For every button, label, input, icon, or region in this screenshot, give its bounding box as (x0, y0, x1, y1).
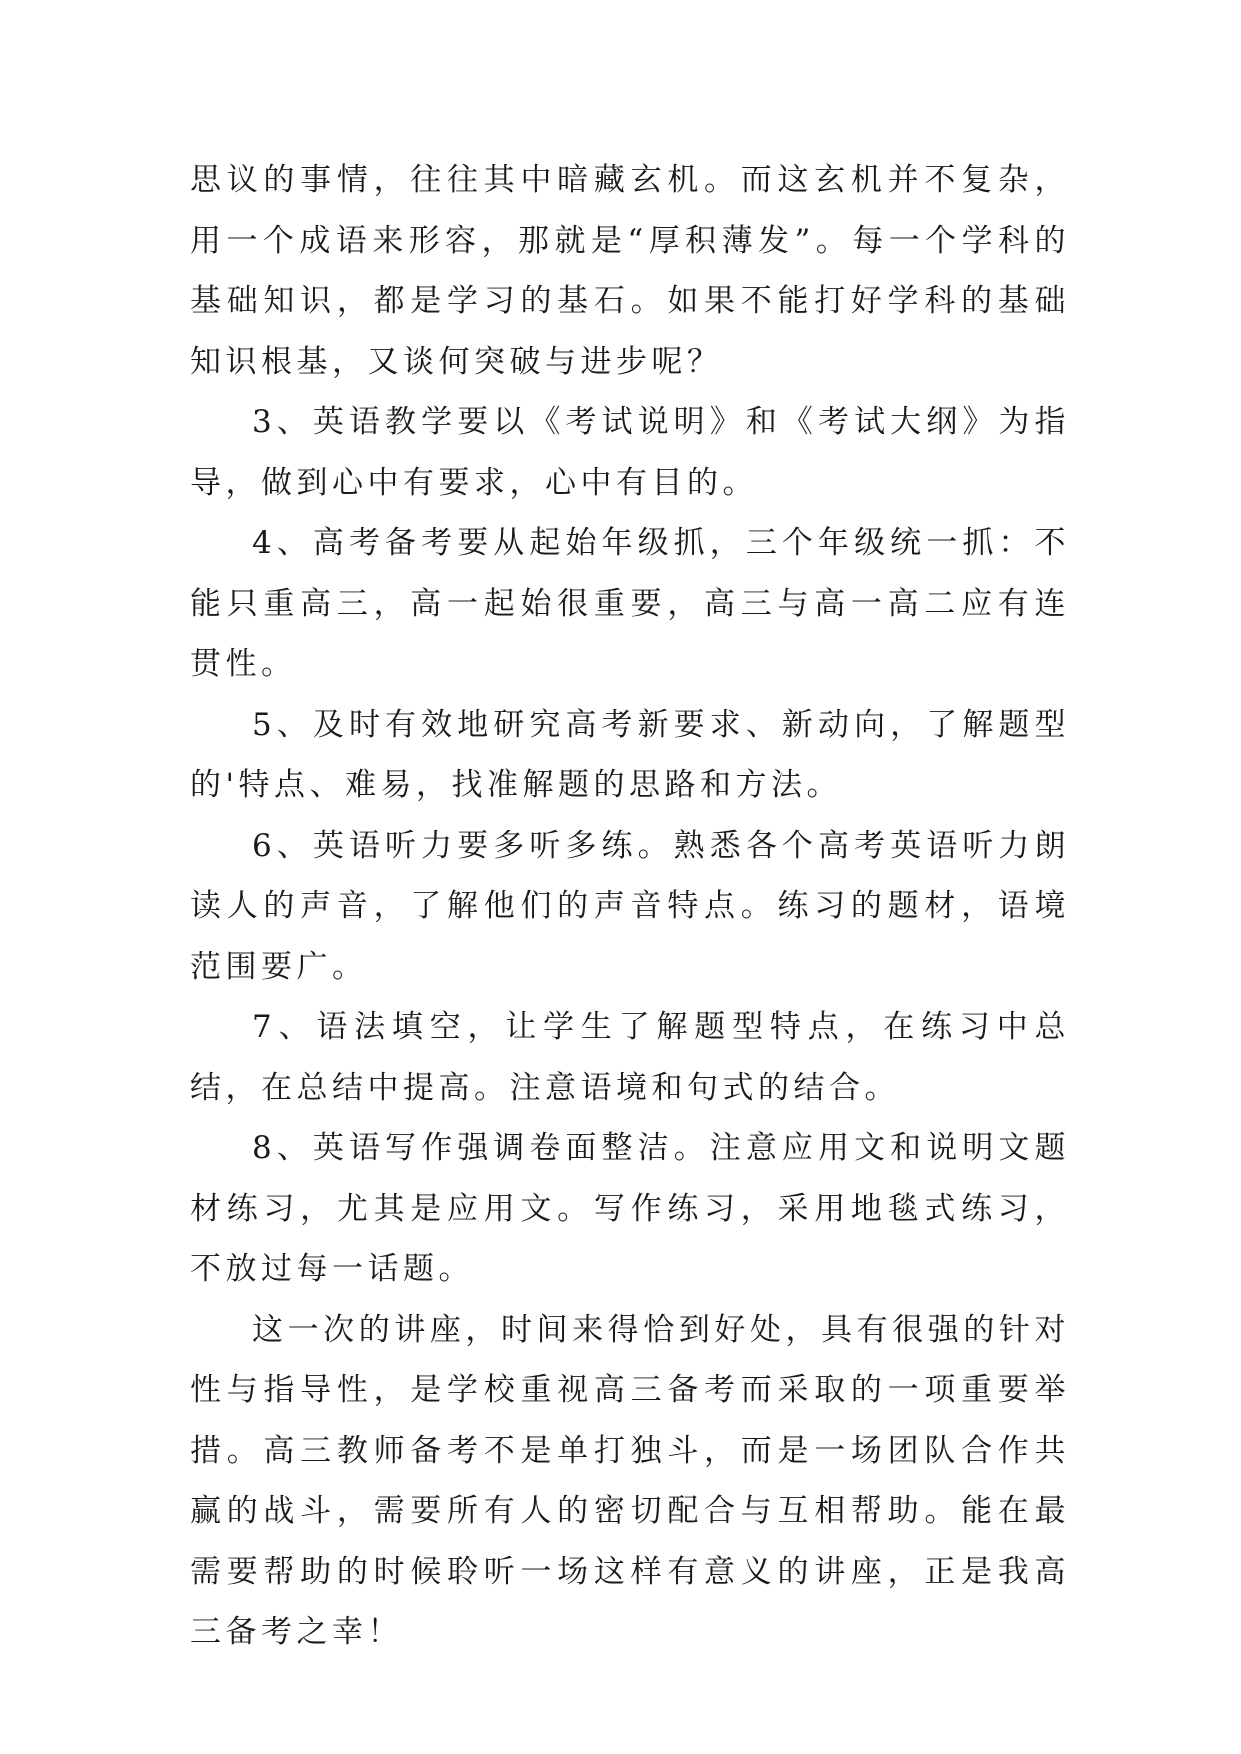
paragraph-item-7: 7、语法填空，让学生了解题型特点，在练习中总结，在总结中提高。注意语境和句式的结合。 (190, 1009, 1070, 1106)
paragraph-item-4: 4、高考备考要从起始年级抓，三个年级统一抓：不能只重高三，高一起始很重要，高三与高一高二应有连贯性。 (190, 525, 1070, 682)
document-body (190, 150, 1070, 1663)
paragraph-item-3: 3、英语教学要以《考试说明》和《考试大纲》为指导，做到心中有要求，心中有目的。 (190, 404, 1070, 501)
paragraph-item-5: 5、及时有效地研究高考新要求、新动向，了解题型的'特点、难易，找准解题的思路和方法。 (190, 706, 1070, 803)
paragraph-item-6: 6、英语听力要多听多练。熟悉各个高考英语听力朗读人的声音，了解他们的声音特点。练习的题材，语境范围要广。 (190, 827, 1070, 985)
paragraph-conclusion: 这一次的讲座，时间来得恰到好处，具有很强的针对性与指导性，是学校重视高三备考而采取的一项重要举措。高三教师备考不是单打独斗，而是一场团队合作共赢的战斗，需要所有人的密切配合与互相帮助。能在最需要帮助的时候聆听一场这样有意义的讲座，正是我高三备考之幸！ (190, 1311, 1070, 1650)
paragraph-continuation: 思议的事情，往往其中暗藏玄机。而这玄机并不复杂，用一个成语来形容，那就是“厚积薄发”。每一个学科的基础知识，都是学习的基石。如果不能打好学科的基础知识根基，又谈何突破与进步呢？ (190, 162, 1070, 380)
paragraph-item-8: 8、英语写作强调卷面整洁。注意应用文和说明文题材练习，尤其是应用文。写作练习，采用地毯式练习，不放过每一话题。 (190, 1130, 1070, 1287)
